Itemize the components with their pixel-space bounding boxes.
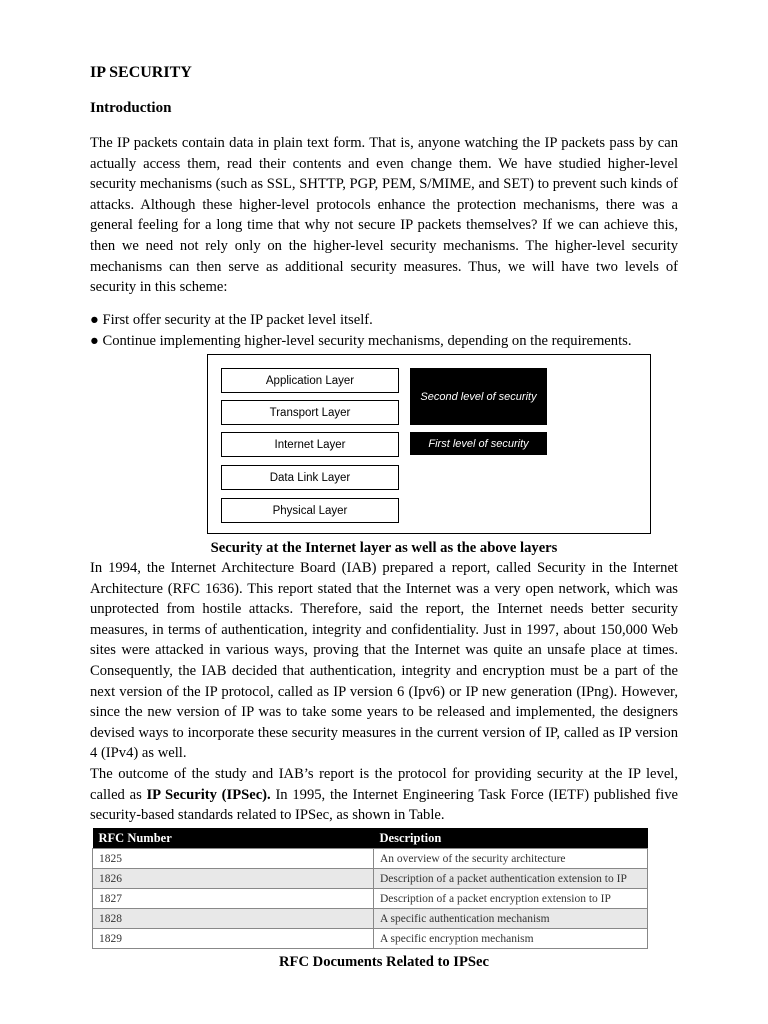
outcome-text-end: In 1995, the Internet Engineering Task Force (IETF) published five security-based standards related to IPSec, as shown in Table. [90,786,678,824]
transport-layer-box: Transport Layer [221,400,399,425]
intro-paragraph: The IP packets contain data in plain text form. That is, anyone watching the IP packets pass by can actually access them, read their contents and even change them. We have studied higher-level security mechanisms (such as SSL, SHTTP, PGP, PEM, S/MIME, and SET) to prevent such kinds of attacks. Although these higher-level protocols enhance the protection mechanisms, there was a general feeling for a long time that why not secure IP packets themselves? If we can achieve this, then we need not rely only on the higher-level security mechanisms. The higher-level security mechanisms can then serve as additional security measures. Thus, we will have two levels of security in this scheme: [90,135,678,296]
description-cell: An overview of the security architecture [374,849,648,869]
description-cell: A specific encryption mechanism [374,929,648,949]
rfc-number-cell: 1825 [93,849,374,869]
ipsec-term: IP Security (IPSec). [146,786,271,803]
table-row [93,889,648,909]
rfc-number-cell: 1827 [93,889,374,909]
section-heading: Introduction [90,100,172,116]
rfc-number-cell: 1828 [93,909,374,929]
table-row [93,929,648,949]
table-header-row [93,828,648,849]
second-level-security-box: Second level of security [410,368,547,425]
table-row [93,869,648,889]
internet-layer-box: Internet Layer [221,432,399,457]
bullet-list [90,310,631,351]
bullet-item: ● First offer security at the IP packet level itself. [90,312,373,328]
table-row [93,909,648,929]
rfc-table [92,828,648,949]
outcome-text-start: The outcome of the study and IAB’s report is the protocol for providing security at the IP level, called as [90,766,678,803]
table-row [93,849,648,869]
layer-security-figure [207,354,651,534]
data-link-layer-box: Data Link Layer [221,465,399,490]
description-cell: Description of a packet encryption extension to IP [374,889,648,909]
rfc-number-cell: 1826 [93,869,374,889]
description-cell: Description of a packet authentication extension to IP [374,869,648,889]
application-layer-box: Application Layer [221,368,399,393]
column-header-rfc-number: RFC Number [93,828,374,849]
figure-caption: Security at the Internet layer as well as the above layers [210,540,558,556]
first-level-security-box: First level of security [410,432,547,455]
bullet-item: ● Continue implementing higher-level security mechanisms, depending on the requirements. [90,332,632,349]
description-cell: A specific authentication mechanism [374,909,648,929]
page-title: IP SECURITY [90,64,192,81]
rfc-number-cell: 1829 [93,929,374,949]
outcome-paragraph [90,764,678,826]
history-paragraph: In 1994, the Internet Architecture Board (IAB) prepared a report, called Security in the Internet Architecture (RFC 1636). This report stated that the Internet was a very open network, which was unprotected from hostile attacks. Therefore, said the report, the Internet needs better security measures, in terms of authentication, integrity and confidentiality. Just in 1997, about 150,000 Web sites were attacked in various ways, proving that the Internet was quite an unsafe place at times. Consequently, the IAB decided that authentication, integrity and encryption must be a part of the next version of the IP protocol, called as IP version 6 (Ipv6) or IP new generation (IPng). However, since the new version of IP was to take some years to be released and implemented, the designers devised ways to incorporate these security measures in the current version of IP, called as IP version 4 (IPv4) as well. [90,560,678,762]
table-caption: RFC Documents Related to IPSec [279,954,489,970]
column-header-description: Description [374,828,648,849]
physical-layer-box: Physical Layer [221,498,399,523]
